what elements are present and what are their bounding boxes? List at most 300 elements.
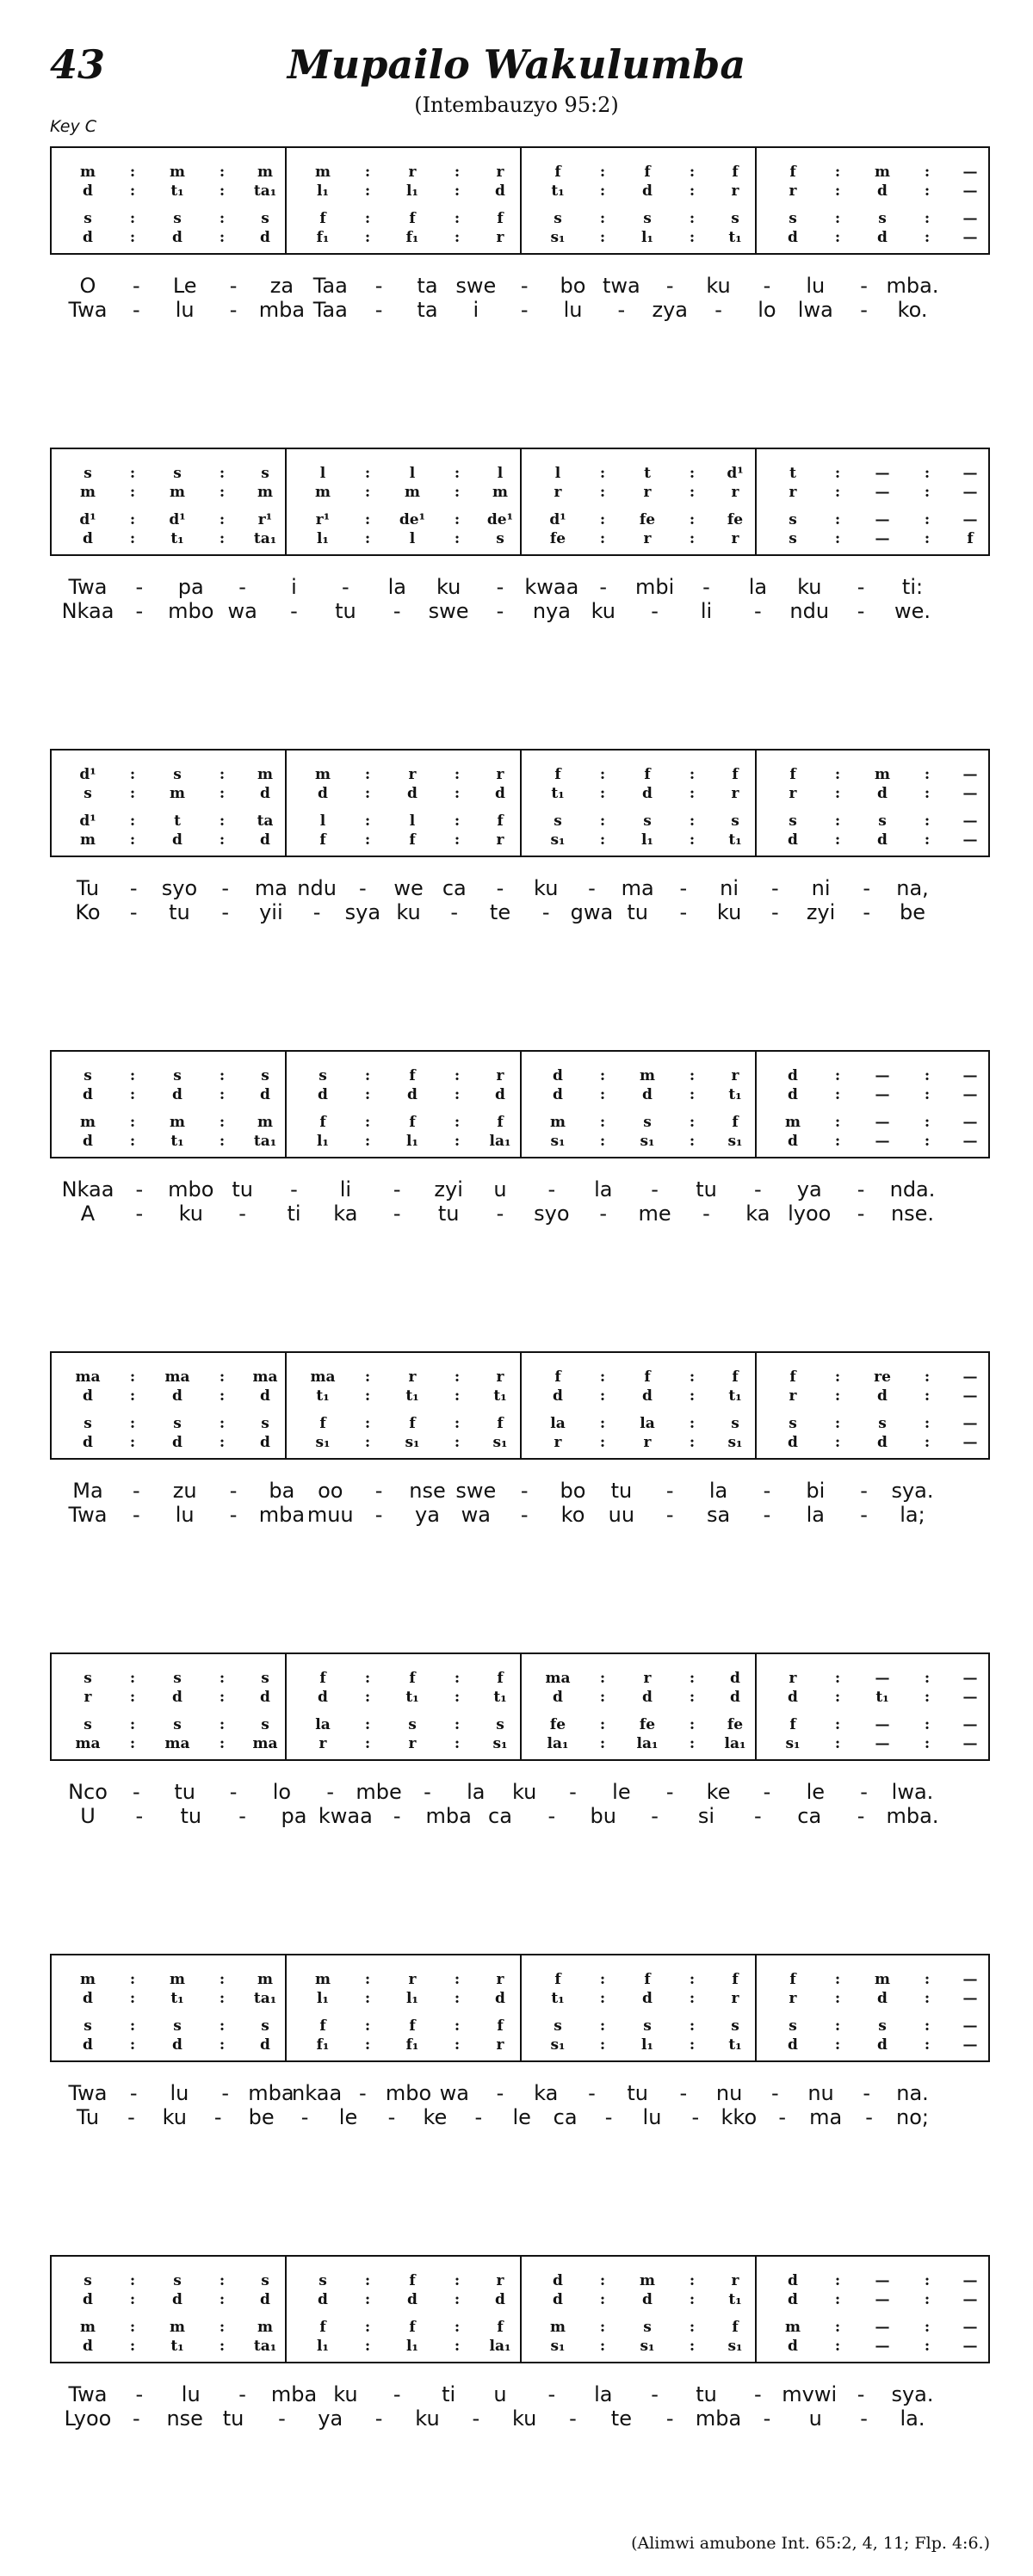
solfa-note: s (84, 785, 92, 802)
solfa-note: fe (727, 1716, 744, 1733)
solfa-note: l₁ (641, 229, 653, 246)
lyric-syllable: za (269, 274, 294, 298)
beat-separator: : (219, 2036, 226, 2054)
measure (755, 1353, 990, 1458)
beat-separator: : (834, 164, 841, 181)
solfa-note: f (789, 164, 796, 181)
hymn-title: Mupailo Wakulumba (287, 41, 746, 88)
solfa-note: — (962, 2017, 978, 2035)
solfa-note: m (170, 785, 185, 802)
syllable-hyphen: - (221, 2081, 229, 2105)
lyric-syllable: syo (534, 1202, 570, 1226)
lyric-syllable: u (493, 2382, 507, 2406)
lyric-syllable: A (80, 1202, 96, 1226)
solfa-note: ta (257, 812, 274, 830)
beat-separator: : (129, 1716, 136, 1733)
voice-line (522, 530, 757, 547)
solfa-note: r (84, 1689, 92, 1706)
lyric-syllable: Nkaa (61, 599, 114, 623)
solfa-note: l₁ (317, 1133, 329, 1150)
solfa-note: r (789, 1387, 797, 1405)
lyric-syllable: ni (811, 876, 831, 900)
solfa-note: r¹ (257, 511, 273, 528)
syllable-hyphen: - (278, 2406, 286, 2431)
solfa-note: f₁ (316, 2036, 330, 2054)
solfa-note: — (962, 1735, 978, 1752)
syllable-hyphen: - (342, 575, 349, 599)
voice-line (52, 2319, 287, 2336)
syllable-hyphen: - (588, 876, 596, 900)
lyric-syllable: nkaa (292, 2081, 343, 2105)
solfa-note: s₁ (727, 2338, 743, 2355)
solfa-note: f (319, 1415, 326, 1432)
solfa-note: s (643, 2017, 652, 2035)
lyric-syllable: wa (461, 1503, 491, 1527)
voice-line (287, 1990, 522, 2007)
solfa-note: m (170, 1971, 185, 1988)
beat-separator: : (454, 766, 461, 783)
solfa-note: d (83, 1387, 93, 1405)
solfa-note: r (496, 229, 504, 246)
beat-separator: : (599, 2291, 606, 2308)
solfa-note: s (261, 2017, 269, 2035)
solfa-note: m (170, 164, 185, 181)
voice-line (52, 511, 287, 528)
syllable-hyphen: - (358, 2081, 367, 2105)
voice-line (522, 1133, 757, 1150)
beat-separator: : (364, 1114, 371, 1131)
voice-line (52, 1689, 287, 1706)
syllable-hyphen: - (754, 599, 762, 623)
solfa-note: m (785, 2319, 801, 2336)
solfa-note: f (497, 1415, 504, 1432)
syllable-hyphen: - (569, 2406, 577, 2431)
solfa-note: f (644, 1368, 651, 1386)
solfa-note: s (643, 812, 652, 830)
beat-separator: : (834, 1086, 841, 1103)
voice-line (287, 1114, 522, 1131)
solfa-note: m (315, 1971, 331, 1988)
solfa-note: s (84, 2272, 92, 2289)
beat-separator: : (834, 1415, 841, 1432)
voice-line (522, 2338, 757, 2355)
beat-separator: : (924, 766, 931, 783)
solfa-note: — (962, 812, 978, 830)
solfa-note: m (875, 164, 890, 181)
solfa-note: f (732, 1971, 739, 1988)
solfa-note: — (962, 1086, 978, 1103)
lyric-syllable: Taa (312, 274, 348, 298)
lyric-syllable: pa (281, 1804, 307, 1828)
beat-separator: : (599, 1368, 606, 1386)
solfa-note: d (642, 1689, 653, 1706)
solfa-note: la₁ (489, 2338, 511, 2355)
syllable-hyphen: - (374, 298, 383, 322)
solfa-note: f (789, 766, 796, 783)
beat-separator: : (599, 511, 606, 528)
measure (285, 1052, 520, 1157)
beat-separator: : (454, 1716, 461, 1733)
voice-line (522, 766, 757, 783)
solfa-note: r (731, 2272, 739, 2289)
lyric-syllable: la; (900, 1503, 925, 1527)
syllable-hyphen: - (863, 900, 871, 924)
beat-separator: : (599, 2017, 606, 2035)
syllable-hyphen: - (865, 2105, 873, 2129)
solfa-note: f (497, 2017, 504, 2035)
syllable-hyphen: - (691, 2105, 700, 2129)
beat-separator: : (834, 210, 841, 227)
voice-line (757, 164, 992, 181)
solfa-note: d (788, 2338, 798, 2355)
measure (52, 1955, 287, 2060)
beat-separator: : (834, 1114, 841, 1131)
solfa-note: s (84, 2017, 92, 2035)
beat-separator: : (689, 812, 696, 830)
voice-line (757, 1735, 992, 1752)
lyric-syllable: U (80, 1804, 96, 1828)
solfa-note: r (789, 1670, 797, 1687)
lyric-line (60, 2105, 973, 2129)
solfa-note: d (553, 1689, 563, 1706)
lyric-line (60, 876, 973, 900)
beat-separator: : (364, 465, 371, 482)
solfa-note: — (875, 1133, 890, 1150)
lyric-syllable: ti: (901, 575, 924, 599)
solfa-note: t (789, 465, 796, 482)
lyric-syllable: mbe (356, 1780, 402, 1804)
lyric-syllable: tu (696, 1177, 717, 1202)
lyric-syllable: la (594, 1177, 613, 1202)
solfa-note: s (878, 1415, 887, 1432)
beat-separator: : (599, 812, 606, 830)
solfa-note: — (962, 484, 978, 501)
lyric-syllable: bu (590, 1804, 616, 1828)
lyric-syllable: ta (417, 298, 438, 322)
lyric-syllable: ti (442, 2382, 456, 2406)
beat-separator: : (454, 164, 461, 181)
solfa-note: s (789, 1415, 797, 1432)
beat-separator: : (364, 2272, 371, 2289)
beat-separator: : (454, 785, 461, 802)
solfa-note: f (319, 831, 326, 849)
solfa-note: — (962, 2319, 978, 2336)
lyric-syllable: lu (175, 298, 195, 322)
beat-separator: : (689, 831, 696, 849)
solfa-note: d (172, 1689, 182, 1706)
syllable-hyphen: - (651, 1177, 659, 1202)
solfa-note: la (640, 1415, 655, 1432)
beat-separator: : (364, 2319, 371, 2336)
lyric-syllable: ku (436, 575, 461, 599)
solfa-note: d (83, 1990, 93, 2007)
syllable-hyphen: - (496, 1202, 504, 1226)
voice-line (757, 530, 992, 547)
syllable-hyphen: - (679, 876, 688, 900)
beat-separator: : (599, 1086, 606, 1103)
beat-separator: : (924, 1434, 931, 1451)
solfa-note: re (874, 1368, 891, 1386)
lyric-syllable: tu (627, 900, 648, 924)
beat-separator: : (924, 1716, 931, 1733)
solfa-note: la (315, 1716, 331, 1733)
beat-separator: : (834, 1670, 841, 1687)
beat-separator: : (689, 1086, 696, 1103)
solfa-note: fe (639, 1716, 656, 1733)
solfa-note: d (260, 2291, 270, 2308)
voice-line (52, 1971, 287, 1988)
beat-separator: : (129, 1368, 136, 1386)
syllable-hyphen: - (129, 2081, 138, 2105)
lyric-line (60, 1202, 973, 1226)
beat-separator: : (219, 1689, 226, 1706)
voice-line (757, 812, 992, 830)
measure (520, 449, 755, 554)
lyric-syllable: gwa (570, 900, 614, 924)
syllable-hyphen: - (450, 900, 459, 924)
syllable-hyphen: - (135, 2382, 144, 2406)
beat-separator: : (599, 2272, 606, 2289)
beat-separator: : (599, 1670, 606, 1687)
solfa-note: f (409, 1415, 416, 1432)
beat-separator: : (454, 2017, 461, 2035)
voice-line (287, 1415, 522, 1432)
beat-separator: : (834, 785, 841, 802)
beat-separator: : (364, 511, 371, 528)
solfa-note: m (257, 766, 273, 783)
measure (755, 148, 990, 253)
syllable-hyphen: - (547, 1177, 556, 1202)
lyric-line (60, 900, 973, 924)
syllable-hyphen: - (860, 1503, 868, 1527)
solfa-note: s₁ (405, 1434, 420, 1451)
syllable-hyphen: - (857, 1804, 865, 1828)
beat-separator: : (364, 1689, 371, 1706)
voice-line (287, 2319, 522, 2336)
solfa-note: l (497, 465, 504, 482)
voice-line (287, 1971, 522, 1988)
solfa-note: f₁ (405, 229, 419, 246)
beat-separator: : (834, 831, 841, 849)
score-box (50, 1954, 990, 2062)
beat-separator: : (364, 1670, 371, 1687)
voice-line (287, 1368, 522, 1386)
lyric-line (60, 1804, 973, 1828)
syllable-hyphen: - (857, 575, 865, 599)
lyric-syllable: no; (896, 2105, 929, 2129)
solfa-note: d (788, 1434, 798, 1451)
lyric-syllable: Nco (68, 1780, 108, 1804)
lyric-syllable: ku (511, 2406, 537, 2431)
syllable-hyphen: - (770, 2081, 779, 2105)
voice-line (287, 766, 522, 783)
solfa-note: d (407, 785, 418, 802)
solfa-note: t₁ (728, 229, 742, 246)
lyric-syllable: ca (488, 1804, 512, 1828)
voice-line (522, 1086, 757, 1103)
lyric-syllable: nse (166, 2406, 203, 2431)
solfa-note: la₁ (547, 1735, 569, 1752)
solfa-note: t₁ (551, 785, 565, 802)
syllable-hyphen: - (665, 274, 674, 298)
beat-separator: : (454, 831, 461, 849)
beat-separator: : (364, 766, 371, 783)
syllable-hyphen: - (393, 1804, 401, 1828)
solfa-note: f (554, 1971, 561, 1988)
solfa-note: d (172, 1434, 182, 1451)
voice-line (52, 1434, 287, 1451)
voice-line (52, 2291, 287, 2308)
lyric-syllable: li (700, 599, 713, 623)
solfa-note: s (84, 1670, 92, 1687)
solfa-note: m (170, 2319, 185, 2336)
beat-separator: : (129, 210, 136, 227)
solfa-note: — (875, 530, 890, 547)
beat-separator: : (219, 1086, 226, 1103)
voice-line (757, 1689, 992, 1706)
lyric-syllable: te (489, 900, 511, 924)
lyric-syllable: Twa (68, 575, 108, 599)
solfa-note: f (497, 1670, 504, 1687)
hymn-subtitle: (Intembauzyo 95:2) (414, 93, 619, 117)
syllable-hyphen: - (860, 274, 868, 298)
beat-separator: : (454, 1067, 461, 1084)
beat-separator: : (454, 1971, 461, 1988)
beat-separator: : (454, 1086, 461, 1103)
lyric-syllable: na. (896, 2081, 929, 2105)
beat-separator: : (689, 530, 696, 547)
beat-separator: : (924, 511, 931, 528)
solfa-note: d (172, 2291, 182, 2308)
beat-separator: : (689, 229, 696, 246)
beat-separator: : (689, 2017, 696, 2035)
solfa-note: r (496, 2036, 504, 2054)
solfa-note: d (553, 2272, 563, 2289)
syllable-hyphen: - (133, 1780, 140, 1804)
syllable-hyphen: - (213, 2105, 222, 2129)
voice-line (522, 831, 757, 849)
solfa-note: s₁ (550, 229, 566, 246)
beat-separator: : (129, 1670, 136, 1687)
beat-separator: : (219, 182, 226, 200)
solfa-note: s₁ (492, 1434, 508, 1451)
beat-separator: : (364, 1133, 371, 1150)
beat-separator: : (689, 1067, 696, 1084)
solfa-note: l (409, 530, 416, 547)
lyric-syllable: lo (758, 298, 776, 322)
voice-line (522, 164, 757, 181)
solfa-note: f (554, 1368, 561, 1386)
syllable-hyphen: - (857, 1177, 865, 1202)
lyric-line (60, 575, 973, 599)
solfa-note: s (319, 2272, 327, 2289)
beat-separator: : (219, 465, 226, 482)
solfa-note: — (962, 831, 978, 849)
lyric-line (60, 1780, 973, 1804)
voice-line (522, 182, 757, 200)
voice-line (287, 465, 522, 482)
solfa-note: l₁ (406, 1133, 418, 1150)
beat-separator: : (689, 1133, 696, 1150)
beat-separator: : (219, 229, 226, 246)
solfa-note: — (962, 1434, 978, 1451)
syllable-hyphen: - (238, 2382, 246, 2406)
lyric-syllable: la. (900, 2406, 925, 2431)
lyric-syllable: mba. (886, 1804, 939, 1828)
solfa-note: r (731, 785, 739, 802)
beat-separator: : (454, 210, 461, 227)
syllable-hyphen: - (863, 2081, 871, 2105)
beat-separator: : (129, 812, 136, 830)
solfa-note: f (409, 2272, 416, 2289)
solfa-note: d (83, 2291, 93, 2308)
solfa-note: l (409, 812, 416, 830)
voice-line (52, 1387, 287, 1405)
solfa-note: r (731, 1067, 739, 1084)
syllable-hyphen: - (496, 575, 504, 599)
voice-line (287, 2291, 522, 2308)
voice-line (757, 2338, 992, 2355)
beat-separator: : (129, 766, 136, 783)
syllable-hyphen: - (863, 876, 871, 900)
syllable-hyphen: - (651, 1804, 659, 1828)
lyric-syllable: lo (272, 1780, 292, 1804)
lyric-syllable: lu (175, 1503, 195, 1527)
beat-separator: : (129, 1133, 136, 1150)
solfa-note: s (408, 1716, 417, 1733)
beat-separator: : (689, 1971, 696, 1988)
solfa-note: — (962, 1990, 978, 2007)
solfa-note: s (173, 1670, 182, 1687)
solfa-note: d (877, 2036, 888, 2054)
solfa-note: d (260, 785, 270, 802)
beat-separator: : (924, 2272, 931, 2289)
beat-separator: : (219, 766, 226, 783)
solfa-note: s (84, 465, 92, 482)
solfa-note: t₁ (551, 182, 565, 200)
beat-separator: : (599, 1735, 606, 1752)
lyric-syllable: na, (896, 876, 929, 900)
solfa-note: f (789, 1716, 796, 1733)
solfa-note: m (550, 1114, 566, 1131)
solfa-note: — (962, 1716, 978, 1733)
solfa-note: f (497, 812, 504, 830)
lyric-syllable: mba (425, 1804, 472, 1828)
voice-line (287, 511, 522, 528)
solfa-note: d (318, 2291, 328, 2308)
solfa-note: s (878, 2017, 887, 2035)
beat-separator: : (219, 210, 226, 227)
solfa-note: m (257, 1114, 273, 1131)
lyric-syllable: ku (415, 2406, 440, 2431)
voice-line (757, 1067, 992, 1084)
lyric-syllable: wa (439, 2081, 469, 2105)
solfa-note: t₁ (728, 831, 742, 849)
solfa-note: f (409, 210, 416, 227)
solfa-note: f (967, 530, 974, 547)
beat-separator: : (924, 785, 931, 802)
solfa-note: de¹ (399, 511, 426, 528)
beat-separator: : (689, 1990, 696, 2007)
solfa-note: f (732, 1114, 739, 1131)
lyric-syllable: le (806, 1780, 825, 1804)
solfa-note: d (877, 229, 888, 246)
lyric-syllable: mbi (634, 575, 675, 599)
solfa-note: s (173, 2017, 182, 2035)
voice-line (52, 1368, 287, 1386)
score-box (50, 448, 990, 556)
solfa-note: d (788, 831, 798, 849)
